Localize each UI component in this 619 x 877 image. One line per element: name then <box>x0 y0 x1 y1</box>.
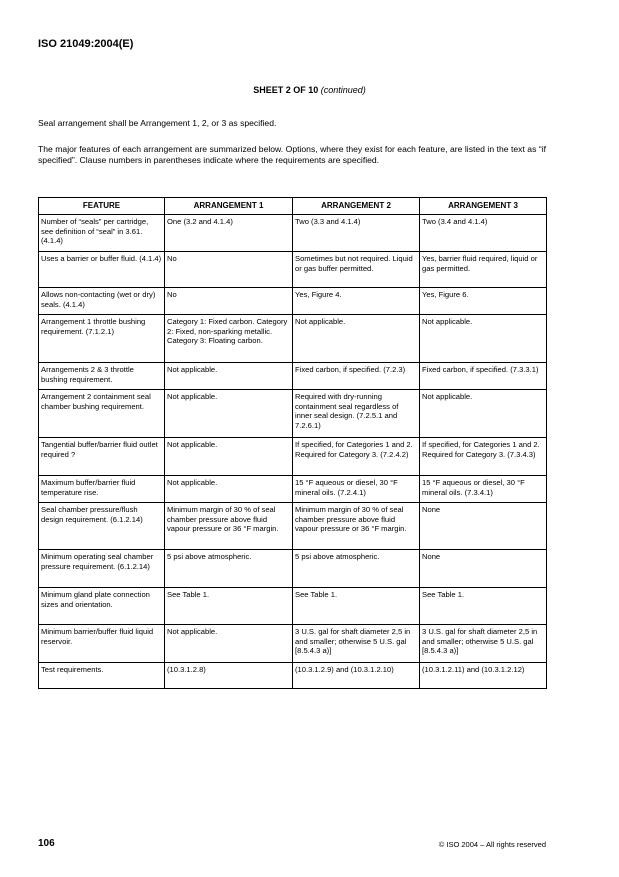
cell-arrangement-1: Not applicable. <box>165 390 293 438</box>
cell-arrangement-1: 5 psi above atmospheric. <box>165 550 293 588</box>
cell-feature: Minimum barrier/buffer fluid liquid reservoir. <box>39 625 165 663</box>
intro-paragraph-2: The major features of each arrangement are summarized below. Options, where they exist for each feature, are listed in the text as “if specified”. Clause numbers in parentheses indicate where the requirements are specified. <box>38 144 546 165</box>
cell-arrangement-1: Not applicable. <box>165 363 293 390</box>
cell-arrangement-3: Yes, Figure 6. <box>420 288 547 315</box>
document-id: ISO 21049:2004(E) <box>38 38 134 50</box>
cell-feature: Tangential buffer/barrier fluid outlet required ? <box>39 438 165 476</box>
table-row <box>39 476 547 503</box>
cell-arrangement-3: See Table 1. <box>420 588 547 625</box>
cell-arrangement-3: 3 U.S. gal for shaft diameter 2,5 in and smaller; otherwise 5 U.S. gal [8.5.4.3 a)] <box>420 625 547 663</box>
cell-arrangement-2: Two (3.3 and 4.1.4) <box>293 215 420 252</box>
header-feature: FEATURE <box>39 198 165 215</box>
cell-feature: Number of “seals” per cartridge, see definition of “seal” in 3.61. (4.1.4) <box>39 215 165 252</box>
table-row <box>39 390 547 438</box>
table-row <box>39 363 547 390</box>
cell-arrangement-2: Fixed carbon, if specified. (7.2.3) <box>293 363 420 390</box>
cell-feature: Arrangement 1 throttle bushing requirement. (7.1.2.1) <box>39 315 165 363</box>
table-row <box>39 215 547 252</box>
cell-arrangement-2: 5 psi above atmospheric. <box>293 550 420 588</box>
cell-feature: Minimum gland plate connection sizes and orientation. <box>39 588 165 625</box>
table-row <box>39 315 547 363</box>
cell-arrangement-1: Category 1: Fixed carbon. Category 2: Fixed, non-sparking metallic. Category 3: Floating carbon. <box>165 315 293 363</box>
cell-arrangement-1: No <box>165 252 293 288</box>
cell-arrangement-2: Required with dry-running containment seal regardless of inner seal design. (7.2.5.1 and 7.2.6.1) <box>293 390 420 438</box>
cell-feature: Allows non-contacting (wet or dry) seals. (4.1.4) <box>39 288 165 315</box>
cell-arrangement-1: One (3.2 and 4.1.4) <box>165 215 293 252</box>
cell-arrangement-1: Minimum margin of 30 % of seal chamber pressure above fluid vapour pressure or 36 °F margin. <box>165 503 293 550</box>
table-row <box>39 252 547 288</box>
cell-arrangement-3: (10.3.1.2.11) and (10.3.1.2.12) <box>420 663 547 689</box>
cell-arrangement-2: Yes, Figure 4. <box>293 288 420 315</box>
cell-arrangement-1: No <box>165 288 293 315</box>
cell-arrangement-1: Not applicable. <box>165 476 293 503</box>
sheet-title <box>0 85 619 95</box>
cell-arrangement-2: Not applicable. <box>293 315 420 363</box>
cell-arrangement-2: Sometimes but not required. Liquid or gas buffer permitted. <box>293 252 420 288</box>
cell-arrangement-3: Fixed carbon, if specified. (7.3.3.1) <box>420 363 547 390</box>
cell-arrangement-3: 15 °F aqueous or diesel, 30 °F mineral oils. (7.3.4.1) <box>420 476 547 503</box>
sheet-continued: (continued) <box>320 85 366 95</box>
table-row <box>39 550 547 588</box>
page-number: 106 <box>38 838 55 849</box>
features-table <box>38 197 547 689</box>
cell-feature: Minimum operating seal chamber pressure requirement. (6.1.2.14) <box>39 550 165 588</box>
cell-feature: Arrangements 2 & 3 throttle bushing requirement. <box>39 363 165 390</box>
cell-arrangement-3: Two (3.4 and 4.1.4) <box>420 215 547 252</box>
cell-arrangement-1: Not applicable. <box>165 625 293 663</box>
cell-feature: Test requirements. <box>39 663 165 689</box>
header-arrangement-3: ARRANGEMENT 3 <box>420 198 547 215</box>
table-row <box>39 588 547 625</box>
cell-arrangement-1: See Table 1. <box>165 588 293 625</box>
header-arrangement-2: ARRANGEMENT 2 <box>293 198 420 215</box>
cell-arrangement-3: Not applicable. <box>420 390 547 438</box>
cell-arrangement-2: (10.3.1.2.9) and (10.3.1.2.10) <box>293 663 420 689</box>
cell-arrangement-2: See Table 1. <box>293 588 420 625</box>
cell-feature: Uses a barrier or buffer fluid. (4.1.4) <box>39 252 165 288</box>
table-row <box>39 438 547 476</box>
cell-arrangement-2: Minimum margin of 30 % of seal chamber pressure above fluid vapour pressure or 36 °F margin. <box>293 503 420 550</box>
copyright-notice: © ISO 2004 – All rights reserved <box>438 840 546 849</box>
intro-paragraph-1: Seal arrangement shall be Arrangement 1, 2, or 3 as specified. <box>38 118 277 128</box>
cell-arrangement-1: (10.3.1.2.8) <box>165 663 293 689</box>
table-row <box>39 663 547 689</box>
cell-arrangement-2: If specified, for Categories 1 and 2. Required for Category 3. (7.2.4.2) <box>293 438 420 476</box>
cell-arrangement-2: 15 °F aqueous or diesel, 30 °F mineral oils. (7.2.4.1) <box>293 476 420 503</box>
cell-arrangement-2: 3 U.S. gal for shaft diameter 2,5 in and smaller; otherwise 5 U.S. gal [8.5.4.3 a)] <box>293 625 420 663</box>
cell-arrangement-3: Yes, barrier fluid required, liquid or gas permitted. <box>420 252 547 288</box>
table-row <box>39 503 547 550</box>
cell-arrangement-3: None <box>420 550 547 588</box>
cell-feature: Maximum buffer/barrier fluid temperature rise. <box>39 476 165 503</box>
cell-arrangement-1: Not applicable. <box>165 438 293 476</box>
header-arrangement-1: ARRANGEMENT 1 <box>165 198 293 215</box>
cell-arrangement-3: None <box>420 503 547 550</box>
table-row <box>39 288 547 315</box>
cell-arrangement-3: If specified, for Categories 1 and 2. Required for Category 3. (7.3.4.3) <box>420 438 547 476</box>
cell-arrangement-3: Not applicable. <box>420 315 547 363</box>
table-row <box>39 625 547 663</box>
sheet-number: SHEET 2 OF 10 <box>253 85 319 95</box>
cell-feature: Arrangement 2 containment seal chamber bushing requirement. <box>39 390 165 438</box>
table-header-row <box>39 198 547 215</box>
cell-feature: Seal chamber pressure/flush design requirement. (6.1.2.14) <box>39 503 165 550</box>
